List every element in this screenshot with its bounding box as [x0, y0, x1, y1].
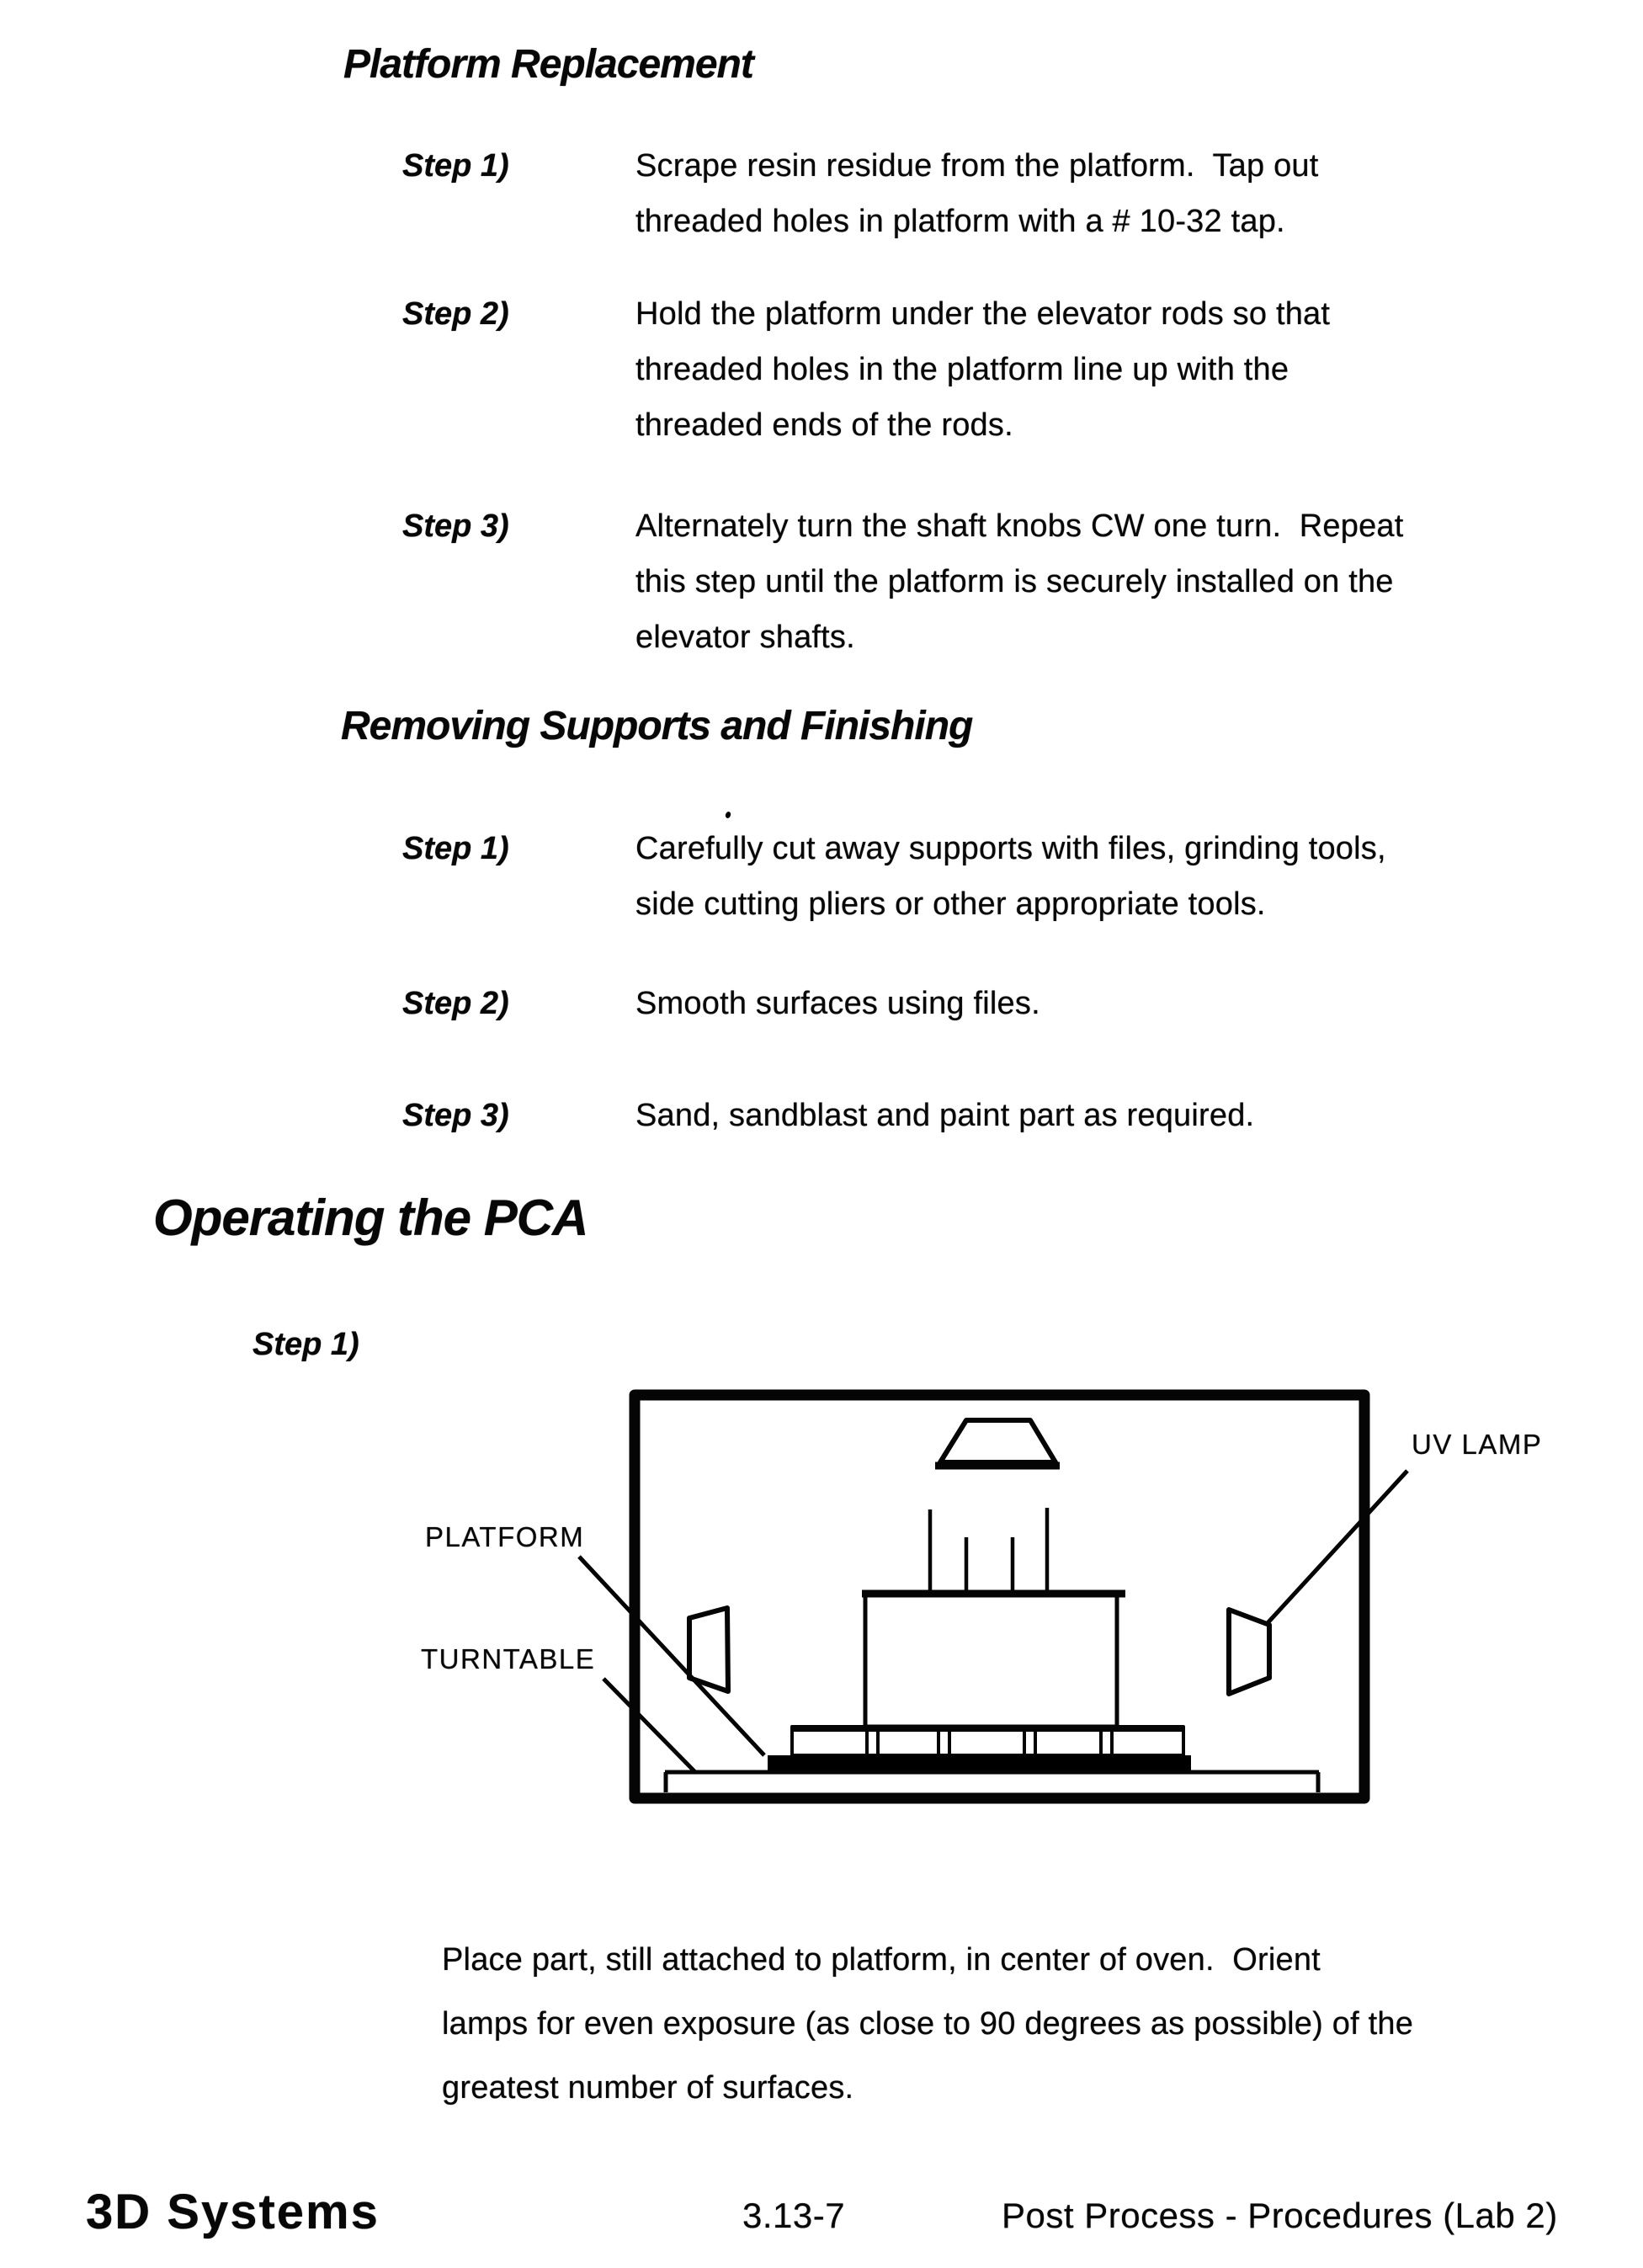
- rs-step2-text: [635, 976, 1040, 1031]
- text-line: Smooth surfaces using files.: [635, 986, 1040, 1021]
- section-title-removing-supports: Removing Supports and Finishing: [341, 704, 973, 748]
- pr-step2-label: Step 2): [402, 296, 509, 332]
- footer-page-number: 3.13-7: [742, 2196, 846, 2235]
- right-uv-lamp-shape: [1229, 1610, 1269, 1694]
- text-line: threaded holes in the platform line up with the: [635, 352, 1289, 387]
- text-line: lamps for even exposure (as close to 90 degrees as possible) of the: [442, 2006, 1414, 2042]
- figure-label-platform: PLATFORM: [425, 1521, 585, 1552]
- uv-lamp-leader-line: [1266, 1471, 1407, 1625]
- pr-step1-label: Step 1): [402, 148, 509, 184]
- scan-speck-artifact: [725, 811, 731, 819]
- pr-step1-text: [635, 138, 1319, 249]
- text-line: this step until the platform is securely installed on the: [635, 564, 1394, 599]
- pr-step3-label: Step 3): [402, 508, 509, 544]
- footer-brand: 3D Systems: [86, 2185, 380, 2239]
- rs-step2-label: Step 2): [402, 986, 509, 1021]
- top-uv-lamp-shape: [940, 1420, 1055, 1462]
- part-body-shape: [865, 1592, 1117, 1727]
- text-line: side cutting pliers or other appropriate tools.: [635, 886, 1266, 922]
- text-line: Place part, still attached to platform, in center of oven. Orient: [442, 1942, 1321, 1978]
- pca-oven-diagram: [404, 1347, 1643, 1818]
- rs-step1-text: [635, 821, 1386, 932]
- footer-doc-title: Post Process - Procedures (Lab 2): [1002, 2196, 1558, 2235]
- text-line: Carefully cut away supports with files, grinding tools,: [635, 831, 1386, 866]
- text-line: Alternately turn the shaft knobs CW one turn. Repeat: [635, 508, 1404, 544]
- pca-step1-label: Step 1): [253, 1327, 359, 1362]
- pca-caption: [442, 1928, 1413, 2120]
- text-line: elevator shafts.: [635, 620, 855, 655]
- text-line: greatest number of surfaces.: [442, 2070, 854, 2106]
- rs-step3-label: Step 3): [402, 1098, 509, 1133]
- section-title-platform-replacement: Platform Replacement: [343, 42, 753, 87]
- text-line: threaded ends of the rods.: [635, 407, 1013, 443]
- pr-step3-text: [635, 498, 1404, 665]
- pr-step2-text: [635, 286, 1330, 453]
- figure-label-uv-lamp: UV LAMP: [1412, 1429, 1543, 1460]
- turntable-leader-line: [603, 1679, 696, 1773]
- text-line: Sand, sandblast and paint part as required.: [635, 1098, 1255, 1133]
- platform-leader-line: [579, 1557, 764, 1755]
- text-line: threaded holes in platform with a # 10-32 tap.: [635, 204, 1285, 239]
- text-line: Scrape resin residue from the platform. Tap out: [635, 148, 1319, 184]
- figure-label-turntable: TURNTABLE: [421, 1643, 596, 1674]
- rs-step3-text: [635, 1088, 1254, 1143]
- text-line: Hold the platform under the elevator rods so that: [635, 296, 1331, 332]
- section-title-operating-pca: Operating the PCA: [153, 1190, 588, 1246]
- rs-step1-label: Step 1): [402, 831, 509, 866]
